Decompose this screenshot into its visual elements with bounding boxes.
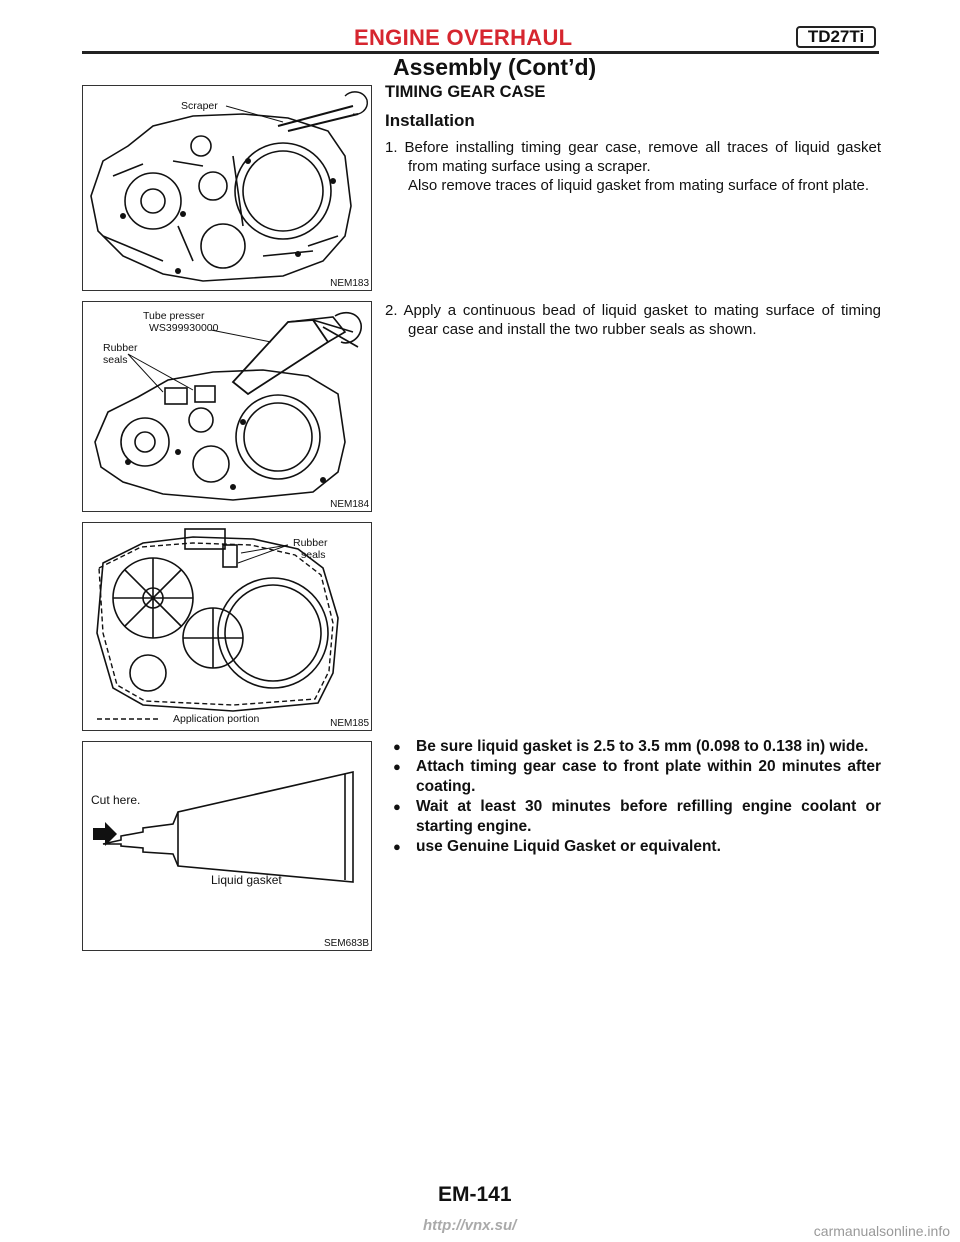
header-title: ENGINE OVERHAUL xyxy=(354,25,573,50)
section-title: TIMING GEAR CASE xyxy=(385,83,546,101)
step-2 xyxy=(385,301,881,339)
list-item: ● Wait at least 30 minutes before refilling engine coolant or starting engine. xyxy=(393,798,881,835)
figure-liquid-gasket xyxy=(82,741,372,951)
timing-case-scraper-drawing xyxy=(83,86,372,291)
figure-tube-presser xyxy=(82,301,372,512)
label-seals: seals xyxy=(103,354,128,366)
label-rubber: Rubber xyxy=(293,537,328,549)
gasket-application-drawing xyxy=(83,523,372,731)
figure-code: SEM683B xyxy=(323,938,369,949)
list-item: ● use Genuine Liquid Gasket or equivalent. xyxy=(393,838,721,855)
tube-presser-drawing xyxy=(83,302,372,512)
page-number: EM-141 xyxy=(438,1183,512,1206)
label-cut-here: Cut here. xyxy=(91,793,141,807)
step-1-note: Also remove traces of liquid gasket from mating surface of front plate. xyxy=(408,177,870,194)
label-scraper: Scraper xyxy=(181,100,218,112)
section-subtitle: Installation xyxy=(385,111,475,130)
figure-code: NEM183 xyxy=(330,278,369,289)
bullet-icon: ● xyxy=(393,739,401,754)
label-rubber: Rubber xyxy=(103,342,138,354)
figure-scraper xyxy=(82,85,372,291)
list-item: ● Be sure liquid gasket is 2.5 to 3.5 mm (0.098 to 0.138 in) wide. xyxy=(393,738,869,755)
engine-code-badge: TD27Ti xyxy=(796,26,876,48)
figure-code: NEM185 xyxy=(330,718,369,729)
bullet-icon: ● xyxy=(393,759,401,774)
figure-code: NEM184 xyxy=(330,499,369,510)
footer-url[interactable]: http://vnx.su/ xyxy=(423,1217,517,1234)
label-application-portion: Application portion xyxy=(173,713,260,725)
bullet-icon: ● xyxy=(393,799,401,814)
label-tube-presser: Tube presser xyxy=(143,310,205,322)
bullet-icon: ● xyxy=(393,839,401,854)
label-tool-number: WS399930000 xyxy=(149,322,219,334)
label-seals: seals xyxy=(301,549,326,561)
step-1-text: 1. Before installing timing gear case, remove all traces of liquid gasket from mating surface using a scraper. xyxy=(385,139,881,175)
step-1 xyxy=(385,138,881,195)
list-item: ● Attach timing gear case to front plate within 20 minutes after coating. xyxy=(393,758,881,795)
caution-list xyxy=(393,737,881,857)
watermark: carmanualsonline.info xyxy=(813,1223,950,1239)
liquid-gasket-tube-drawing xyxy=(83,742,372,951)
figure-application-portion xyxy=(82,522,372,731)
step-2-text: 2. Apply a continuous bead of liquid gasket to mating surface of timing gear case and install the two rubber seals as shown. xyxy=(385,302,881,338)
label-liquid-gasket: Liquid gasket xyxy=(211,873,282,887)
page-subtitle: Assembly (Cont’d) xyxy=(393,54,597,80)
